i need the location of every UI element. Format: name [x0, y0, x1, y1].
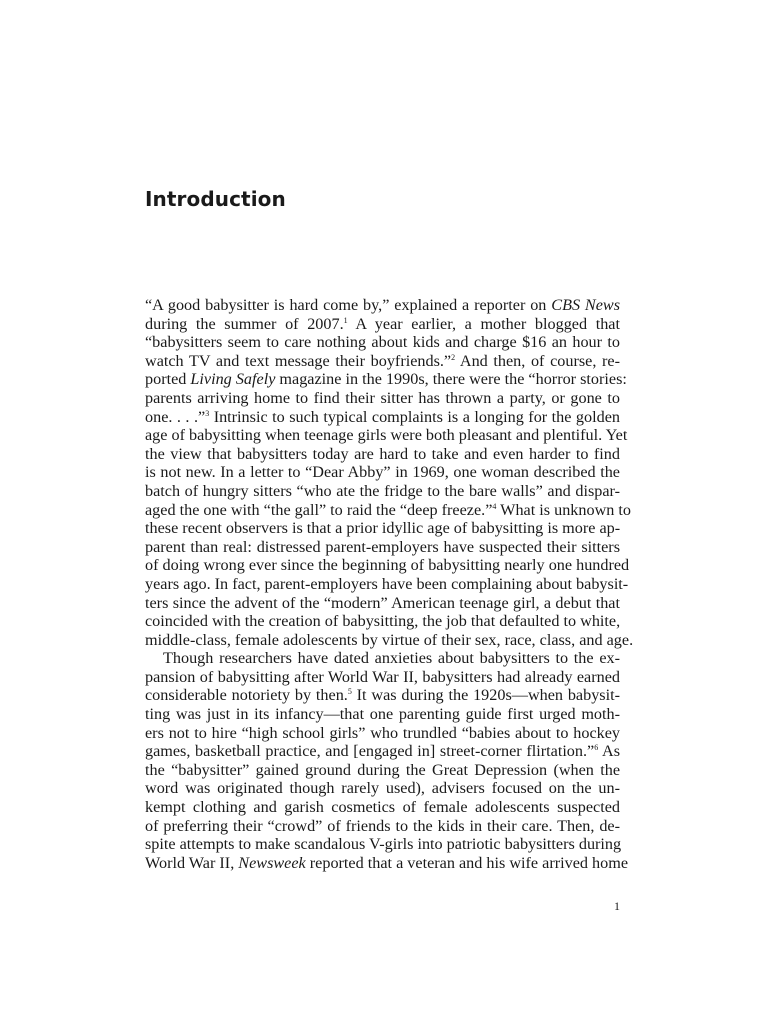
body-text — [145, 296, 634, 872]
text-line — [145, 482, 620, 501]
paragraph — [145, 649, 628, 872]
text-run: one. . . .” — [145, 407, 206, 426]
text-run: of preferring their “crowd” of friends to the kids in their care. Then, de- — [145, 816, 620, 835]
text-run: games, basketball practice, and [engaged in] street-corner flirtation.” — [145, 742, 595, 761]
text-line — [145, 761, 620, 780]
text-line — [145, 352, 620, 371]
text-line — [145, 519, 620, 538]
chapter-title: Introduction — [145, 187, 286, 211]
text-line — [145, 426, 628, 445]
text-run: “A good babysitter is hard come by,” explained a reporter on — [145, 296, 552, 314]
text-run: magazine in the 1990s, there were the “horror stories: — [275, 370, 627, 389]
text-line — [145, 817, 620, 836]
footnote-marker: 3 — [205, 408, 210, 418]
text-run: coincided with the creation of babysitting, the job that defaulted to white, — [145, 612, 621, 631]
text-run: these recent observers is that a prior idyllic age of babysitting is more ap- — [145, 519, 621, 538]
text-line — [145, 556, 630, 575]
text-run: middle-class, female adolescents by virtue of their sex, race, class, and age. — [145, 630, 634, 649]
text-line — [145, 705, 620, 724]
text-run: ported — [145, 370, 191, 389]
footnote-marker: 4 — [492, 501, 497, 511]
text-line — [145, 835, 620, 854]
text-line — [145, 779, 620, 798]
text-run: batch of hungry sitters “who ate the fridge to the bare walls” and dispar- — [145, 481, 620, 500]
italic-title: Newsweek — [238, 853, 306, 872]
text-line — [145, 630, 634, 650]
text-run: pansion of babysitting after World War II, babysitters had already earned — [145, 667, 620, 686]
text-line — [145, 724, 620, 743]
text-run: of doing wrong ever since the beginning of babysitting nearly one hundred — [145, 556, 630, 575]
text-run: considerable notoriety by then. — [145, 686, 348, 705]
text-run: aged the one with “the gall” to raid the “deep freeze.” — [145, 500, 493, 519]
text-line — [145, 612, 620, 631]
text-run: “babysitters seem to care nothing about kids and charge $16 an hour to — [145, 333, 620, 352]
text-run: age of babysitting when teenage girls were both pleasant and plentiful. Yet — [145, 426, 628, 445]
text-run: A year earlier, a mother blogged that — [347, 314, 620, 333]
footnote-marker: 1 — [343, 315, 348, 325]
italic-title: CBS News — [551, 296, 620, 314]
text-line — [145, 389, 620, 408]
text-run: Intrinsic to such typical complaints is a longing for the golden — [209, 407, 620, 426]
footnote-marker: 2 — [451, 352, 456, 362]
text-run: years ago. In fact, parent-employers have been complaining about babysit- — [145, 574, 629, 593]
text-line — [145, 594, 620, 613]
text-run: during the summer of 2007. — [145, 314, 344, 333]
text-run: It was during the 1920s—when babysit- — [351, 686, 620, 705]
text-run: ting was just in its infancy—that one parenting guide first urged moth- — [145, 705, 620, 724]
text-line — [145, 574, 629, 594]
text-line — [145, 538, 620, 557]
text-line — [145, 333, 620, 352]
text-run: parent than real: distressed parent-employers have suspected their sitters — [145, 537, 620, 556]
text-line — [145, 315, 620, 334]
text-run: As — [598, 742, 620, 761]
text-line — [145, 686, 620, 705]
text-run: ers not to hire “high school girls” who trundled “babies about to hockey — [145, 723, 620, 742]
text-line — [145, 853, 628, 873]
text-line — [145, 445, 620, 464]
text-run: And then, of course, re- — [455, 351, 620, 370]
text-line — [145, 500, 631, 520]
text-line — [145, 370, 627, 389]
italic-title: Living Safely — [190, 370, 276, 389]
text-run: Though researchers have dated anxieties about babysitters to the ex- — [163, 649, 620, 668]
text-run: kempt clothing and garish cosmetics of female adolescents suspected — [145, 798, 620, 817]
text-line — [145, 463, 620, 482]
text-run: World War II, — [145, 853, 239, 872]
text-run: watch TV and text message their boyfriends.” — [145, 351, 452, 370]
footnote-marker: 5 — [347, 687, 352, 697]
text-line — [145, 296, 620, 315]
page-number: 1 — [614, 899, 620, 913]
text-run: parents arriving home to find their sitter has thrown a party, or gone to — [145, 388, 620, 407]
text-run: is not new. In a letter to “Dear Abby” in 1969, one woman described the — [145, 463, 620, 482]
text-run: word was originated though rarely used), advisers focused on the un- — [145, 779, 620, 798]
text-line — [145, 649, 620, 668]
footnote-marker: 6 — [594, 743, 599, 753]
text-run: the view that babysitters today are hard to take and even harder to find — [145, 444, 620, 463]
text-line — [145, 798, 620, 817]
text-run: What is unknown to — [496, 500, 631, 519]
text-run: spite attempts to make scandalous V-girls into patriotic babysitters during — [145, 835, 622, 854]
text-run: reported that a veteran and his wife arrived home — [305, 853, 628, 872]
text-line — [145, 668, 620, 687]
paragraph — [145, 296, 634, 649]
text-run: the “babysitter” gained ground during the Great Depression (when the — [145, 760, 620, 779]
text-line — [145, 742, 620, 761]
text-run: ters since the advent of the “modern” American teenage girl, a debut that — [145, 593, 620, 612]
text-line — [145, 408, 620, 427]
